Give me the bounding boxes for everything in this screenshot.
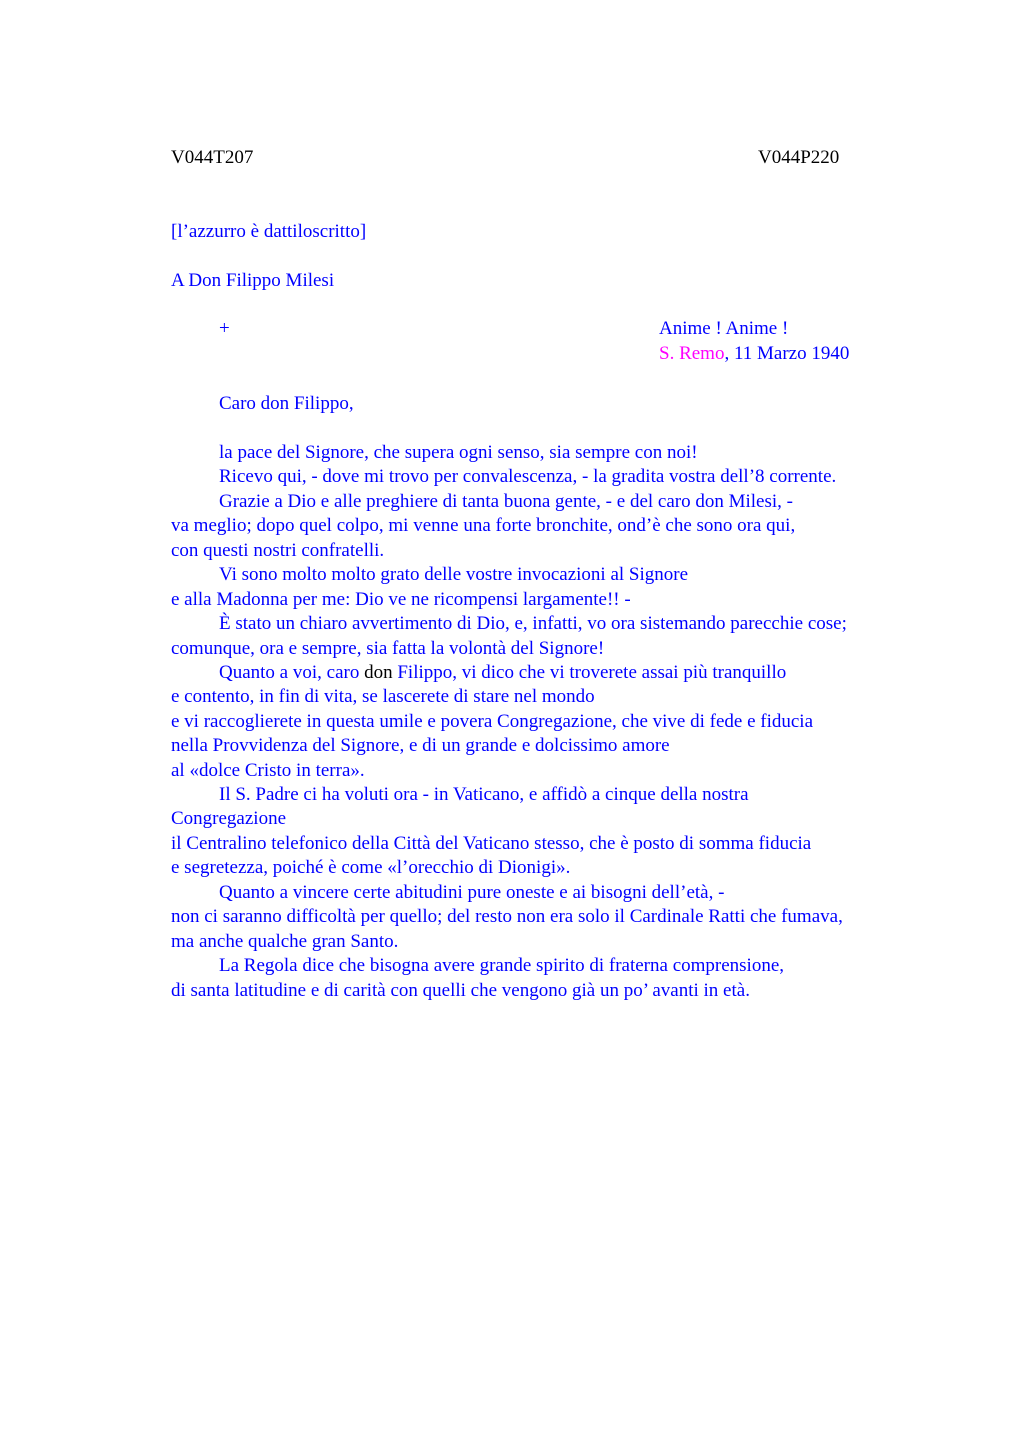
body-line: con questi nostri confratelli. bbox=[171, 540, 385, 561]
body-line: il Centralino telefonico della Città del Vaticano stesso, che è posto di somma fiducia bbox=[171, 833, 812, 854]
body-line bbox=[219, 662, 786, 684]
body-text: Filippo, vi dico che vi troverete assai più tranquillo bbox=[392, 662, 787, 683]
motto: Anime ! Anime ! bbox=[659, 318, 789, 339]
recipient: A Don Filippo Milesi bbox=[171, 270, 335, 291]
document-code-right: V044P220 bbox=[758, 147, 840, 168]
handwritten-word: don bbox=[364, 662, 393, 683]
body-line: non ci saranno difficoltà per quello; del resto non era solo il Cardinale Ratti che fumava, bbox=[171, 906, 843, 927]
editorial-note: [l’azzurro è dattiloscritto] bbox=[171, 221, 367, 242]
body-line: La Regola dice che bisogna avere grande spirito di fraterna comprensione, bbox=[219, 955, 785, 976]
body-line: nella Provvidenza del Signore, e di un grande e dolcissimo amore bbox=[171, 735, 670, 756]
body-line: e segretezza, poiché è come «l’orecchio di Dionigi». bbox=[171, 857, 571, 878]
body-line: e contento, in fin di vita, se lascerete di stare nel mondo bbox=[171, 686, 595, 707]
body-line: È stato un chiaro avvertimento di Dio, e, infatti, vo ora sistemando parecchie cose; bbox=[219, 613, 847, 634]
body-line: Ricevo qui, - dove mi trovo per convalescenza, - la gradita vostra dell’8 corrente. bbox=[219, 466, 837, 487]
cross-symbol: + bbox=[219, 318, 230, 339]
body-line: la pace del Signore, che supera ogni senso, sia sempre con noi! bbox=[219, 442, 698, 463]
body-line: e alla Madonna per me: Dio ve ne ricompensi largamente!! - bbox=[171, 589, 631, 610]
place: S. Remo bbox=[659, 343, 725, 364]
body-line: Grazie a Dio e alle preghiere di tanta buona gente, - e del caro don Milesi, - bbox=[219, 491, 793, 512]
body-line: comunque, ora e sempre, sia fatta la volontà del Signore! bbox=[171, 638, 605, 659]
body-line: ma anche qualche gran Santo. bbox=[171, 931, 399, 952]
body-line: Vi sono molto molto grato delle vostre invocazioni al Signore bbox=[219, 564, 689, 585]
body-line: Il S. Padre ci ha voluti ora - in Vaticano, e affidò a cinque della nostra bbox=[219, 784, 749, 805]
date: , 11 Marzo 1940 bbox=[724, 343, 850, 364]
body-line: Congregazione bbox=[171, 808, 287, 829]
body-line: Quanto a vincere certe abitudini pure oneste e ai bisogni dell’età, - bbox=[219, 882, 725, 903]
salutation: Caro don Filippo, bbox=[219, 393, 354, 414]
body-line: e vi raccoglierete in questa umile e povera Congregazione, che vive di fede e fiducia bbox=[171, 711, 814, 732]
place-date bbox=[659, 343, 849, 365]
body-line: di santa latitudine e di carità con quelli che vengono già un po’ avanti in età. bbox=[171, 980, 750, 1001]
body-line: va meglio; dopo quel colpo, mi venne una forte bronchite, ond’è che sono ora qui, bbox=[171, 515, 796, 536]
body-text: Quanto a voi, caro bbox=[219, 662, 365, 683]
document-code-left: V044T207 bbox=[171, 147, 254, 168]
body-line: al «dolce Cristo in terra». bbox=[171, 760, 365, 781]
